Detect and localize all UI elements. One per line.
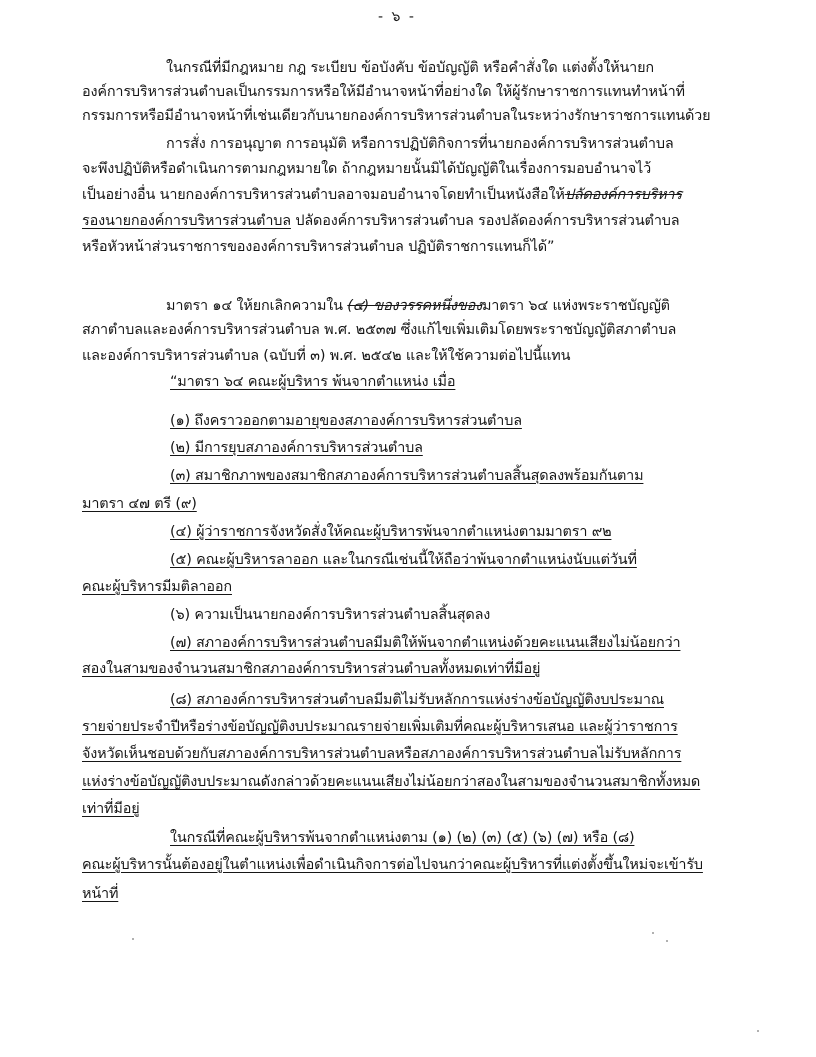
section-64-item-5-line-2: คณะผู้บริหารมีมติลาออก (82, 579, 232, 595)
section-64-item-3-line-2: มาตรา ๔๗ ตรี (๙) (82, 496, 197, 512)
page-number: - ๖ - (378, 9, 416, 25)
section-14-line-2: สภาตำบลและองค์การบริหารส่วนตำบล พ.ศ. ๒๕๓๗ ซึ่งแก้ไขเพิ่มเติมโดยพระราชบัญญัติสภาตำบล (82, 322, 677, 338)
section-64-item-7-line-1: (๗) สภาองค์การบริหารส่วนตำบลมีมติให้พ้นจากตำแหน่งด้วยคะแนนเสียงไม่น้อยกว่า (170, 635, 681, 651)
section-64-item-8-line-5: เท่าที่มีอยู่ (82, 801, 140, 817)
section-64-item-3-line-1: (๓) สมาชิกภาพของสมาชิกสภาองค์การบริหารส่วนตำบลสิ้นสุดลงพร้อมกันตาม (170, 468, 644, 484)
scan-speck (757, 1030, 759, 1032)
section-64-item-6: (๖) ความเป็นนายกองค์การบริหารส่วนตำบลสิ้นสุดลง (170, 607, 491, 623)
paragraph-2-line-2: จะพึงปฏิบัติหรือดำเนินการตามกฎหมายใด ถ้ากฎหมายนั้นมิได้บัญญัติในเรื่องการมอบอำนาจไว้ (82, 161, 652, 177)
paragraph-1-line-3: กรรมการหรือมีอำนาจหน้าที่เช่นเดียวกับนายกองค์การบริหารส่วนตำบลในระหว่างรักษาราชการแทนด้วย (82, 108, 711, 124)
paragraph-2-line-1: การสั่ง การอนุญาต การอนุมัติ หรือการปฏิบัติกิจการที่นายกองค์การบริหารส่วนตำบล (166, 136, 674, 152)
section-64-item-5-line-1: (๕) คณะผู้บริหารลาออก และในกรณีเช่นนี้ให้ถือว่าพ้นจากตำแหน่งนับแต่วันที่ (170, 552, 637, 568)
section-64-item-8-line-2: รายจ่ายประจำปีหรือร่างข้อบัญญัติงบประมาณรายจ่ายเพิ่มเติมที่คณะผู้บริหารเสนอ และผู้ว่าราชการ (82, 719, 678, 735)
section-14-end: มาตรา ๖๔ แห่งพระราชบัญญัติ (481, 298, 670, 314)
section-64-item-2: (๒) มีการยุบสภาองค์การบริหารส่วนตำบล (170, 440, 423, 456)
section-64-item-8-line-4: แห่งร่างข้อบัญญัติงบประมาณดังกล่าวด้วยคะแนนเสียงไม่น้อยกว่าสองในสามของจำนวนสมาชิกทั้งหมด (82, 774, 701, 790)
section-64-final-line-3: หน้าที่ (82, 886, 119, 902)
section-14-line-1 (166, 296, 670, 316)
paragraph-2-line-4 (82, 211, 679, 231)
struck-text: ปลัดองค์การบริหาร (564, 187, 682, 203)
underlined-amendment: รองนายกองค์การบริหารส่วนตำบล (82, 213, 291, 229)
section-64-item-4: (๔) ผู้ว่าราชการจังหวัดสั่งให้คณะผู้บริหารพ้นจากตำแหน่งตามมาตรา ๙๒ (170, 524, 612, 540)
section-14-line-3: และองค์การบริหารส่วนตำบล (ฉบับที่ ๓) พ.ศ. ๒๕๔๒ และให้ใช้ความต่อไปนี้แทน (82, 348, 571, 364)
scan-speck (652, 932, 654, 934)
section-64-final-line-2: คณะผู้บริหารนั้นต้องอยู่ในตำแหน่งเพื่อดำเนินกิจการต่อไปจนกว่าคณะผู้บริหารที่แต่งตั้งขึ้นใหม่จะเข้ารับ (82, 857, 703, 873)
section-64-final-line-1: ในกรณีที่คณะผู้บริหารพ้นจากตำแหน่งตาม (๑) (๒) (๓) (๕) (๖) (๗) หรือ (๘) (170, 830, 635, 846)
section-64-heading: “มาตรา ๖๔ คณะผู้บริหาร พ้นจากตำแหน่ง เมื่อ (170, 374, 456, 390)
scan-speck (132, 938, 134, 940)
section-64-item-8-line-1: (๘) สภาองค์การบริหารส่วนตำบลมีมติไม่รับหลักการแห่งร่างข้อบัญญัติงบประมาณ (170, 692, 664, 708)
paragraph-2-line-3 (82, 185, 682, 205)
paragraph-2-line-4-rest: ปลัดองค์การบริหารส่วนตำบล รองปลัดองค์การบริหารส่วนตำบล (290, 213, 680, 229)
paragraph-1-line-1: ในกรณีที่มีกฎหมาย กฎ ระเบียบ ข้อบังคับ ข้อบัญญัติ หรือคำสั่งใด แต่งตั้งให้นายก (166, 60, 654, 76)
section-64-item-1: (๑) ถึงคราวออกตามอายุของสภาองค์การบริหารส่วนตำบล (170, 413, 522, 429)
paragraph-1-line-2: องค์การบริหารส่วนตำบลเป็นกรรมการหรือให้มีอำนาจหน้าที่อย่างใด ให้ผู้รักษาราชการแทนทำหน้าที่ (82, 84, 685, 100)
scan-speck (666, 940, 668, 942)
section-14-start: มาตรา ๑๔ ให้ยกเลิกความใน (166, 298, 348, 314)
paragraph-2-line-3-text: เป็นอย่างอื่น นายกองค์การบริหารส่วนตำบลอาจมอบอำนาจโดยทำเป็นหนังสือให้ (82, 187, 565, 203)
paragraph-2-line-5: หรือหัวหน้าส่วนราชการขององค์การบริหารส่วนตำบล ปฏิบัติราชการแทนก็ได้” (82, 239, 555, 255)
section-64-item-8-line-3: จังหวัดเห็นชอบด้วยกับสภาองค์การบริหารส่วนตำบลหรือสภาองค์การบริหารส่วนตำบลไม่รับหลักการ (82, 746, 682, 762)
section-14-struck: (๔) ของวรรคหนึ่งของ (347, 298, 482, 314)
section-64-item-7-line-2: สองในสามของจำนวนสมาชิกสภาองค์การบริหารส่วนตำบลทั้งหมดเท่าที่มีอยู่ (82, 661, 541, 677)
